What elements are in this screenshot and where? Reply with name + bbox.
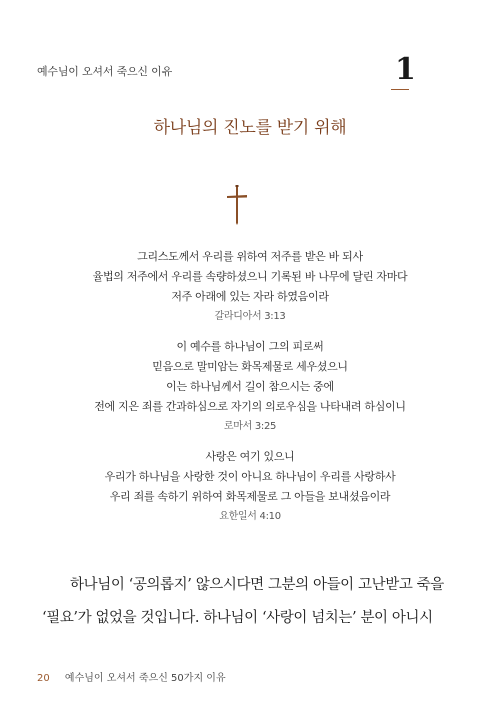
verse-line: 사랑은 여기 있으니: [205, 450, 295, 463]
verse-line: 믿음으로 말미암는 화목제물로 세우셨으니: [152, 360, 348, 373]
nail-cross-icon: [225, 185, 249, 229]
verse-line: 율법의 저주에서 우리를 속량하셨으니 기록된 바 나무에 달린 자마다: [92, 270, 408, 283]
chapter-rule: [391, 89, 409, 90]
chapter-number: 1: [395, 52, 416, 87]
verse-block-2: [0, 337, 500, 437]
verse-block-1: [0, 247, 500, 327]
verse-reference: 요한일서 4:10: [219, 511, 281, 522]
verse-line: 저주 아래에 있는 자라 하였음이라: [171, 290, 329, 303]
page-footer: [37, 669, 226, 684]
verse-reference: 로마서 3:25: [223, 421, 277, 432]
chapter-title: 하나님의 진노를 받기 위해: [153, 118, 347, 138]
body-line: ‘필요’가 없었을 것입니다. 하나님이 ‘사랑이 넘치는’ 분이 아니시: [42, 610, 433, 626]
body-paragraph: [42, 569, 458, 635]
verse-line: 전에 지은 죄를 간과하심으로 자기의 의로우심을 나타내려 하심이니: [94, 400, 406, 413]
body-line: 하나님이 ‘공의롭지’ 않으시다면 그분의 아들이 고난받고 죽을: [70, 577, 444, 593]
verse-line: 그리스도께서 우리를 위하여 저주를 받은 바 되사: [137, 250, 363, 263]
verse-line: 우리가 하나님을 사랑한 것이 아니요 하나님이 우리를 사랑하사: [104, 470, 396, 483]
verse-line: 이 예수를 하나님이 그의 피로써: [176, 340, 324, 353]
verse-line: 우리 죄를 속하기 위하여 화목제물로 그 아들을 보내셨음이라: [109, 490, 391, 503]
page-number: 20: [37, 673, 50, 684]
running-head: 예수님이 오셔서 죽으신 이유: [37, 65, 173, 78]
verse-line: 이는 하나님께서 길이 참으시는 중에: [166, 380, 334, 393]
footer-book-title: 예수님이 오셔서 죽으신 50가지 이유: [64, 673, 226, 684]
verse-reference: 갈라디아서 3:13: [214, 311, 286, 322]
verse-block-3: [0, 447, 500, 527]
